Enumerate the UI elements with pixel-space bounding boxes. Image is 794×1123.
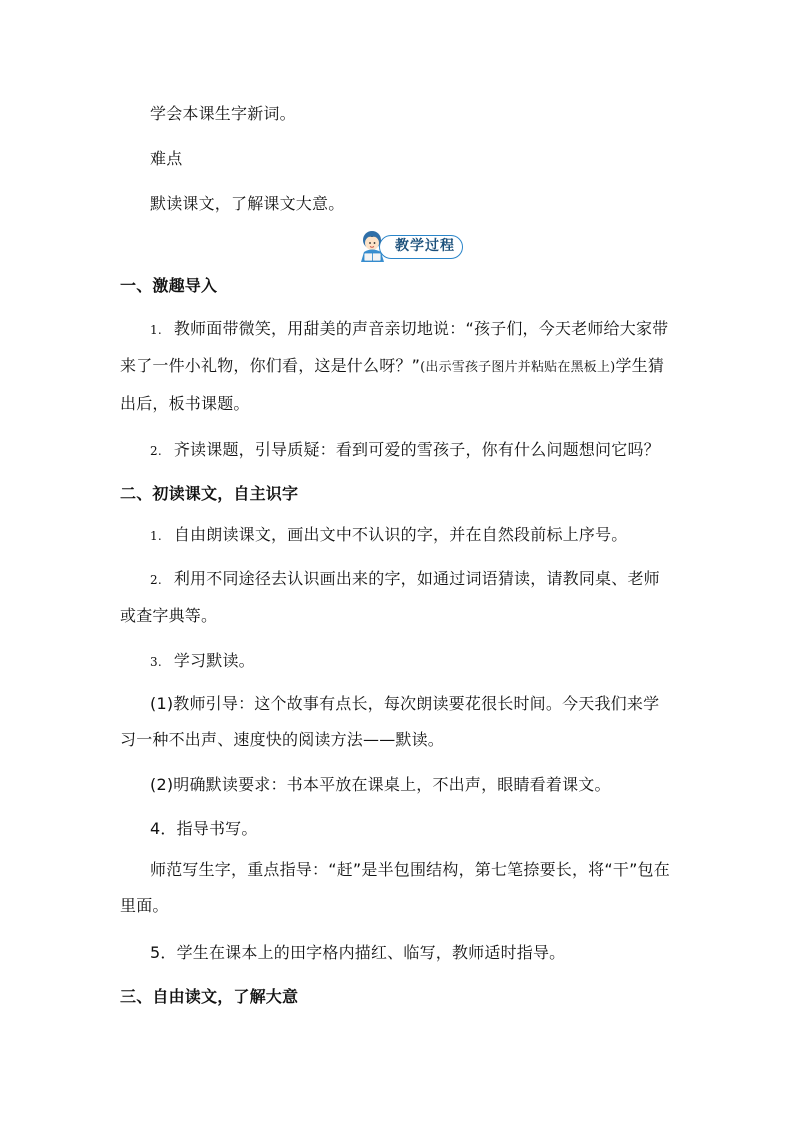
item-number: 2. [150, 444, 162, 458]
item-text-after: 学生猜出后，板书课题。 [120, 356, 665, 413]
list-item [120, 432, 674, 469]
section1-heading: 一、激趣导入 [120, 276, 218, 295]
item-detail: 师范写生字，重点指导：“赶”是半包围结构，第七笔捺要长，将“干”包在里面。 [120, 860, 670, 915]
section2-heading: 二、初读课文，自主识字 [120, 484, 299, 503]
list-item: 4．指导书写。 [150, 819, 258, 838]
list-item: 5．学生在课本上的田字格内描红、临写，教师适时指导。 [150, 943, 566, 962]
section3-heading: 三、自由读文，了解大意 [120, 987, 299, 1006]
sub-item: (2)明确默读要求：书本平放在课桌上，不出声，眼睛看着课文。 [150, 775, 611, 794]
goal-text: 学会本课生字新词。 [150, 104, 296, 123]
sub-item: (1)教师引导：这个故事有点长，每次朗读要花很长时间。今天我们来学习一种不出声、速度快的阅读方法——默读。 [120, 694, 660, 749]
item-text: 齐读课题，引导质疑：看到可爱的雪孩子，你有什么问题想问它吗？ [173, 440, 660, 459]
teaching-process-banner [355, 228, 465, 264]
item-text: 教师面带微笑，用甜美的声音亲切地说：“孩子们，今天老师给大家带来了一件小礼物，你们看，这是什么呀？” [120, 319, 669, 375]
item-text: 利用不同途径去认识画出来的字，如通过词语猜读，请教同桌、老师或查字典等。 [120, 569, 660, 625]
list-item [120, 311, 674, 422]
item-number: 1. [150, 529, 162, 543]
item-text: 自由朗读课文，画出文中不认识的字，并在自然段前标上序号。 [173, 525, 628, 544]
item-number: 2. [150, 573, 162, 587]
banner-label: 教学过程 [395, 238, 455, 254]
list-item [120, 561, 674, 634]
banner-tag [379, 235, 463, 259]
list-item [120, 517, 674, 554]
student-reading-icon [355, 228, 391, 264]
item-text: 学习默读。 [173, 651, 255, 670]
item-note: (出示雪孩子图片并粘贴在黑板上) [420, 360, 616, 375]
difficulty-heading: 难点 [150, 149, 183, 168]
item-number: 3. [150, 655, 162, 669]
list-item [120, 643, 674, 680]
difficulty-text: 默读课文，了解课文大意。 [150, 194, 345, 213]
item-number: 1. [150, 323, 162, 337]
